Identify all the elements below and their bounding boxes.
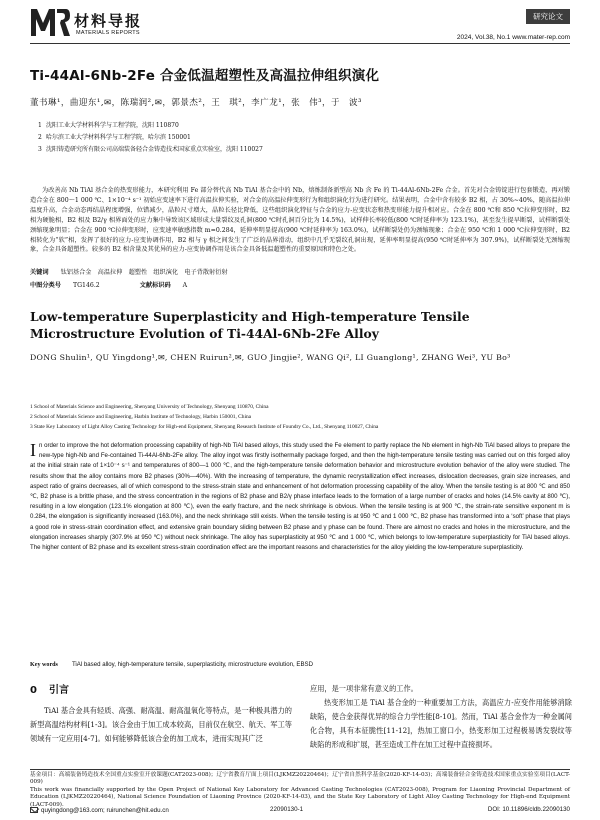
- affiliation-cn-3: 3 沈阳铸造研究所有限公司高端装备轻合金铸造技术国家重点实验室，沈阳 110027: [38, 146, 263, 153]
- body-paragraph: 应用，是一项非常有意义的工作。: [310, 684, 418, 693]
- body-paragraph: 热变形加工是 TiAl 基合金的一种重要加工方法，高温应力-应变作用能够消除缺陷，使合金获得优异的综合力学性能[8-10]。然而，TiAl 基合金作为一种金属间化合物，具有本征脆性[11-12]，热加工窗口小，热变形加工过程极易诱发裂纹等缺陷的形成和扩展，甚至造成工件在加工过程中直接损坏。: [310, 698, 572, 749]
- abstract-en: In order to improve the hot deformation processing capability of high-Nb TiAl based alloys, this study used the Fe element to partly replace the Nb element in high-Nb TiAl based alloys to prepare the new-type high-Nb and Fe-contained Ti-44Al-6Nb-2Fe alloy. The alloy ingot was firstly isothermally package forged, and then the high-temperature tensile testing was carried out on this forged alloy at the initial strain rate of 1×10⁻⁴ s⁻¹ and temperatures of 800—1 000 ℃, and the high-temperature tensile deformation behavior and microstructure evolution behavior of the alloy were studied. The results show that the alloy contains more B2 phases (30%—40%). With the increasing of temperature, the dynamic recrystallization effect increases, dislocation decreases, grain size increases, and aspect ratio of grains decreases, all of which correspond to the stress-strain state and enhancement of hot deformation processing capability of the alloy. When the tensile testing is at 800 ℃ and 850 ℃, B2 phase is a brittle phase, and the stress concentration in the regions of B2 phase and B2/γ phase interface leads to the formation of a large number of cracks and holes (14.5% cavity at 800 ℃), resulting in a low elongation (123.1% elongation at 800 ℃), even the early fracture, and the neck shrinkage is obvious. When the tensile testing is at 900 ℃, the strain-rate sensitive exponent m is 0.284, the elongation is significantly increased (163.0%), and the neck shrinkage still exists. When the tensile testing is at 950 ℃ and 1 000 ℃, B2 phase has transformed into a ‘soft’ phase that plays a good role in stress-strain coordination effect, and extensive grain boundary sliding between B2 phase and γ phase can be found. There are almost no cracks and holes in the microstructure, and the elongation increases sharply (307.9% at 950 ℃) without neck shrinkage. The alloy has superplasticity at 950 ℃ and 1 000 ℃, which belongs to low-temperature superplasticity for TiAl based alloys. The higher content of B2 phase and its excellent stress-strain coordination effect are the important reasons and characteristics for the alloy yielding the low-temperature superplasticity.: [30, 440, 570, 552]
- page-id: 22090130-1: [270, 806, 304, 813]
- journal-logo-icon: [30, 6, 70, 38]
- issue-info: 2024, Vol.38, No.1 www.mater-rep.com: [456, 34, 570, 41]
- authors-cn: 董书琳¹，曲迎东¹,✉，陈瑞润²,✉，郭景杰²，王 琪²，李广龙¹，张 伟³，于 波³: [30, 98, 362, 108]
- body-column-right: [310, 682, 572, 752]
- body-paragraph: TiAl 基合金具有轻质、高强、耐高温、耐高温氧化等特点，是一种极具潜力的新型高温结构材料[1-3]。该合金由于加工成本较高，目前仅在航空、航天、军工等领域有一定应用[4-7]。如何能够降低该合金的加工成本，进而实现其广泛: [30, 706, 292, 743]
- affiliation-en-3: 3 State Key Laboratory of Light Alloy Casting Technology for High-end Equipment, Shenyang Research Institute of Foundry Co., Ltd., Shenyang 110027, China: [30, 424, 379, 430]
- email-icon: [30, 807, 38, 813]
- journal-name-cn: 材料导报: [74, 12, 143, 30]
- affiliation-en-1: 1 School of Materials Science and Engineering, Shenyang University of Technology, Shenyang 110870, China: [30, 404, 269, 410]
- title-cn: Ti-44Al-6Nb-2Fe 合金低温超塑性及高温拉伸组织演化: [30, 68, 380, 84]
- journal-name-en: MATERIALS REPORTS: [76, 30, 140, 36]
- abstract-cn: 为改善高 Nb TiAl 基合金的热变形能力，本研究利用 Fe 部分替代高 Nb TiAl 基合金中的 Nb，熔炼制备新型高 Nb 含 Fe 的 Ti-44Al-6Nb-2Fe 合金。首先对合金铸锭进行包套锻造，再对锻造合金在 800～1 000 ℃、1×10⁻⁴ s⁻¹ 初始应变速率下进行高温拉伸实验，对合金的高温拉伸变形行为和组织演化行为进行研究。结果表明，合金中含有较多 B2 相，占 30%~40%，随高温拉伸温度升高，合金动态再结晶程度增强，位错减少，晶粒尺寸增大，晶粒长径比降低，这些组织演化特征与合金的应力-应变状态和热变形能力提升相对应。合金在 800 ℃和 850 ℃拉伸变形时，B2 相为硬脆相，B2 相及 B2/γ 相界面处的应力集中导致该区域形成大量裂纹及孔洞(800 ℃时孔洞百分比为 14.5%)，试样伸长率较低(800 ℃时延伸率为 123.1%)，甚至发生提早断裂，试样断裂处颈缩现象明显；合金在 900 ℃拉伸变形时，应变速率敏感指数 m=0.284，延伸率明显提高(900 ℃时延伸率为 163.0%)，试样断裂处仍为颈缩现象；合金在 950 ℃和 1 000 ℃拉伸变形时，B2 相转化为“软”相，发挥了很好的应力-应变协调作用，B2 相与 γ 相之间发生了广泛的晶界滑动，组织中几乎无裂纹孔洞出现，延伸率明显提高(950 ℃时延伸率为 307.9%)，试样断裂处无颈缩现象，合金具备超塑性。较多的 B2 相含量及其优异的应力-应变协调作用是该合金具备低温超塑性的重要原因和特色之处。: [30, 187, 570, 254]
- affiliation-en-2: 2 School of Materials Science and Engineering, Harbin Institute of Technology, Harbin 150001, China: [30, 414, 252, 420]
- section-heading: 0 引言: [30, 685, 69, 696]
- affiliation-cn-2: 2 哈尔滨工业大学材料科学与工程学院，哈尔滨 150001: [38, 134, 191, 141]
- footnote-divider: [30, 769, 570, 770]
- affiliation-cn-1: 1 沈阳工业大学材料科学与工程学院，沈阳 110870: [38, 122, 179, 129]
- header-divider: [30, 43, 570, 44]
- corresponding-emails: quyingdong@163.com; ruirunchen@hit.edu.cn: [30, 806, 169, 814]
- body-column-left: [30, 682, 292, 746]
- funding-note: 基金项目：高端装备铸造技术全国重点实验室开放课题(CAT2023-008)；辽宁省教育厅面上项目(LJKMZ20220464)；辽宁省自然科学基金(2020-KF-14-03)；高端装备轻合金铸造技术国家重点实验室项目(LACT-009) This work was financially supported by the Open Project of National Key Laboratory for Advanced Casting Technologies (CAT2023-008), Program for Liaoning Provincial Department of Education (LJKMZ20220464), National Science Foundation of Liaoning Province (2020-KF-14-03), and the State Key Laboratory of Light Alloy Casting Technology for High-end Equipment (LACT-009).: [30, 772, 570, 808]
- article-type-badge: 研究论文: [526, 9, 570, 24]
- dropcap: I: [30, 440, 36, 460]
- authors-en: DONG Shulin¹, QU Yingdong¹,✉, CHEN Ruirun²,✉, GUO Jingjie², WANG Qi², LI Guanglong¹, ZHANG Wei³, YU Bo³: [30, 353, 511, 362]
- keywords-cn: 关键词 钛铝基合金 高温拉伸 超塑性 组织演化 电子背散射衍射: [30, 269, 228, 276]
- title-en: Low-temperature Superplasticity and High-temperature Tensile Microstructure Evolution of Ti-44Al-6Nb-2Fe Alloy: [30, 309, 470, 341]
- keywords-en: Key words TiAl based alloy, high-temperature tensile, superplasticity, microstructure evolution, EBSD: [30, 661, 313, 668]
- classification: 中图分类号 TG146.2 文献标识码 A: [30, 282, 188, 289]
- journal-header: [30, 6, 570, 40]
- doi: DOI: 10.11896/cldb.22090130: [487, 806, 570, 813]
